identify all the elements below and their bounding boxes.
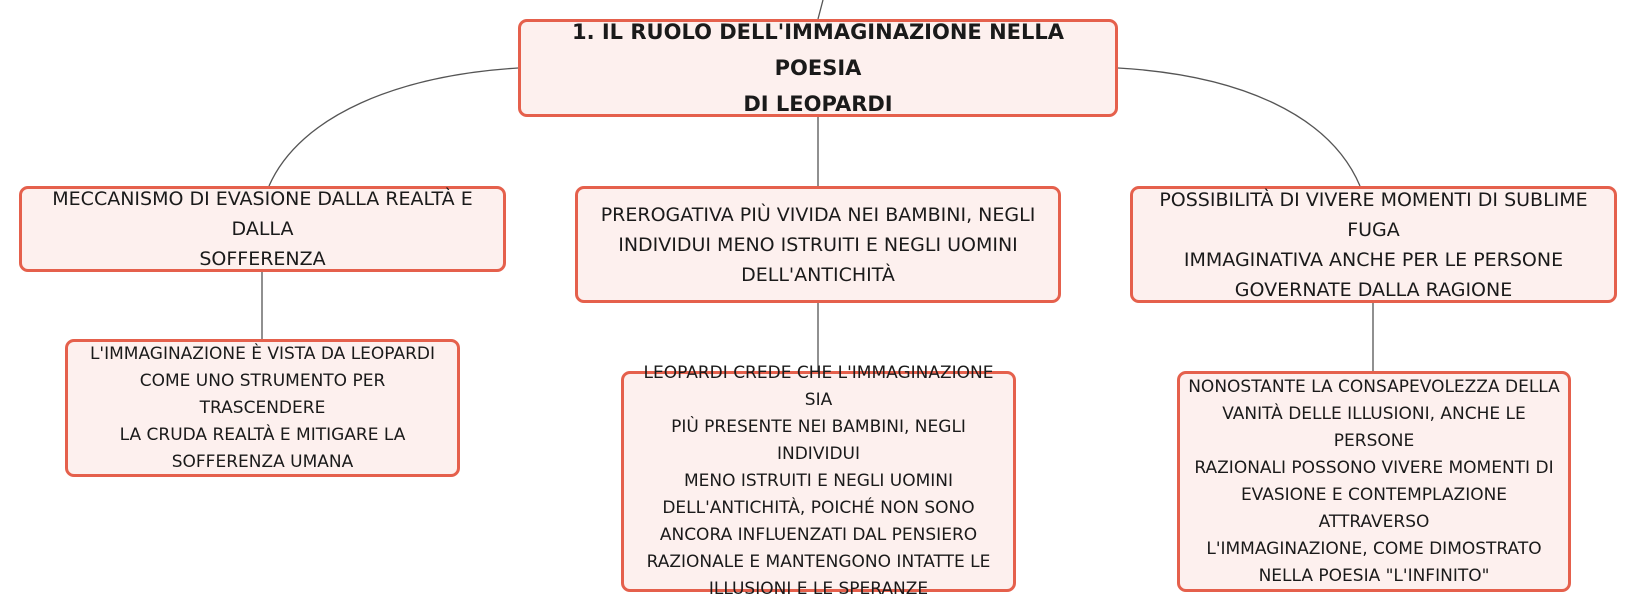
leaf-label-prerogativa: LEOPARDI CREDE CHE L'IMMAGINAZIONE SIA PIÙ PRESENTE NEI BAMBINI, NEGLI INDIVIDUI MENO ISTRUITI E NEGLI UOMINI DELL'ANTICHITÀ, POICHÉ NON SONO ANCORA INFLUENZATI DAL PENSIERO RAZIONALE E MANTENGONO INTATTE LE ILLUSIONI E LE SPERANZE — [643, 363, 994, 599]
connector-root-to-branch-3 — [1118, 68, 1360, 186]
leaf-node-possibilita[interactable] — [1177, 371, 1571, 592]
root-topic-node[interactable] — [518, 19, 1118, 117]
branch-label-prerogativa: PREROGATIVA PIÙ VIVIDA NEI BAMBINI, NEGLI INDIVIDUI MENO ISTRUITI E NEGLI UOMINI DELL'ANTICHITÀ — [600, 203, 1036, 286]
leaf-node-prerogativa[interactable] — [621, 363, 1016, 599]
branch-node-possibilita[interactable] — [1130, 186, 1617, 303]
leaf-label-evasione: L'IMMAGINAZIONE È VISTA DA LEOPARDI COME UNO STRUMENTO PER TRASCENDERE LA CRUDA REALTÀ E MITIGARE LA SOFFERENZA UMANA — [89, 343, 436, 472]
branch-node-evasione[interactable] — [19, 186, 506, 272]
branch-label-possibilita: POSSIBILITÀ DI VIVERE MOMENTI DI SUBLIME FUGA IMMAGINATIVA ANCHE PER LE PERSONE GOVERNATE DALLA RAGIONE — [1159, 188, 1588, 301]
branch-node-prerogativa[interactable] — [575, 186, 1061, 303]
leaf-node-evasione[interactable] — [65, 339, 460, 477]
branch-label-evasione: MECCANISMO DI EVASIONE DALLA REALTÀ E DALLA SOFFERENZA — [52, 188, 473, 270]
root-topic-label: 1. IL RUOLO DELL'IMMAGINAZIONE NELLA POESIA DI LEOPARDI — [571, 20, 1065, 116]
leaf-label-possibilita: NONOSTANTE LA CONSAPEVOLEZZA DELLA VANITÀ DELLE ILLUSIONI, ANCHE LE PERSONE RAZIONALI POSSONO VIVERE MOMENTI DI EVASIONE E CONTEMPLAZIONE ATTRAVERSO L'IMMAGINAZIONE, COME DIMOSTRATO NELLA POESIA "L'INFINITO" — [1188, 376, 1560, 586]
connector-root-to-branch-1 — [269, 68, 518, 186]
